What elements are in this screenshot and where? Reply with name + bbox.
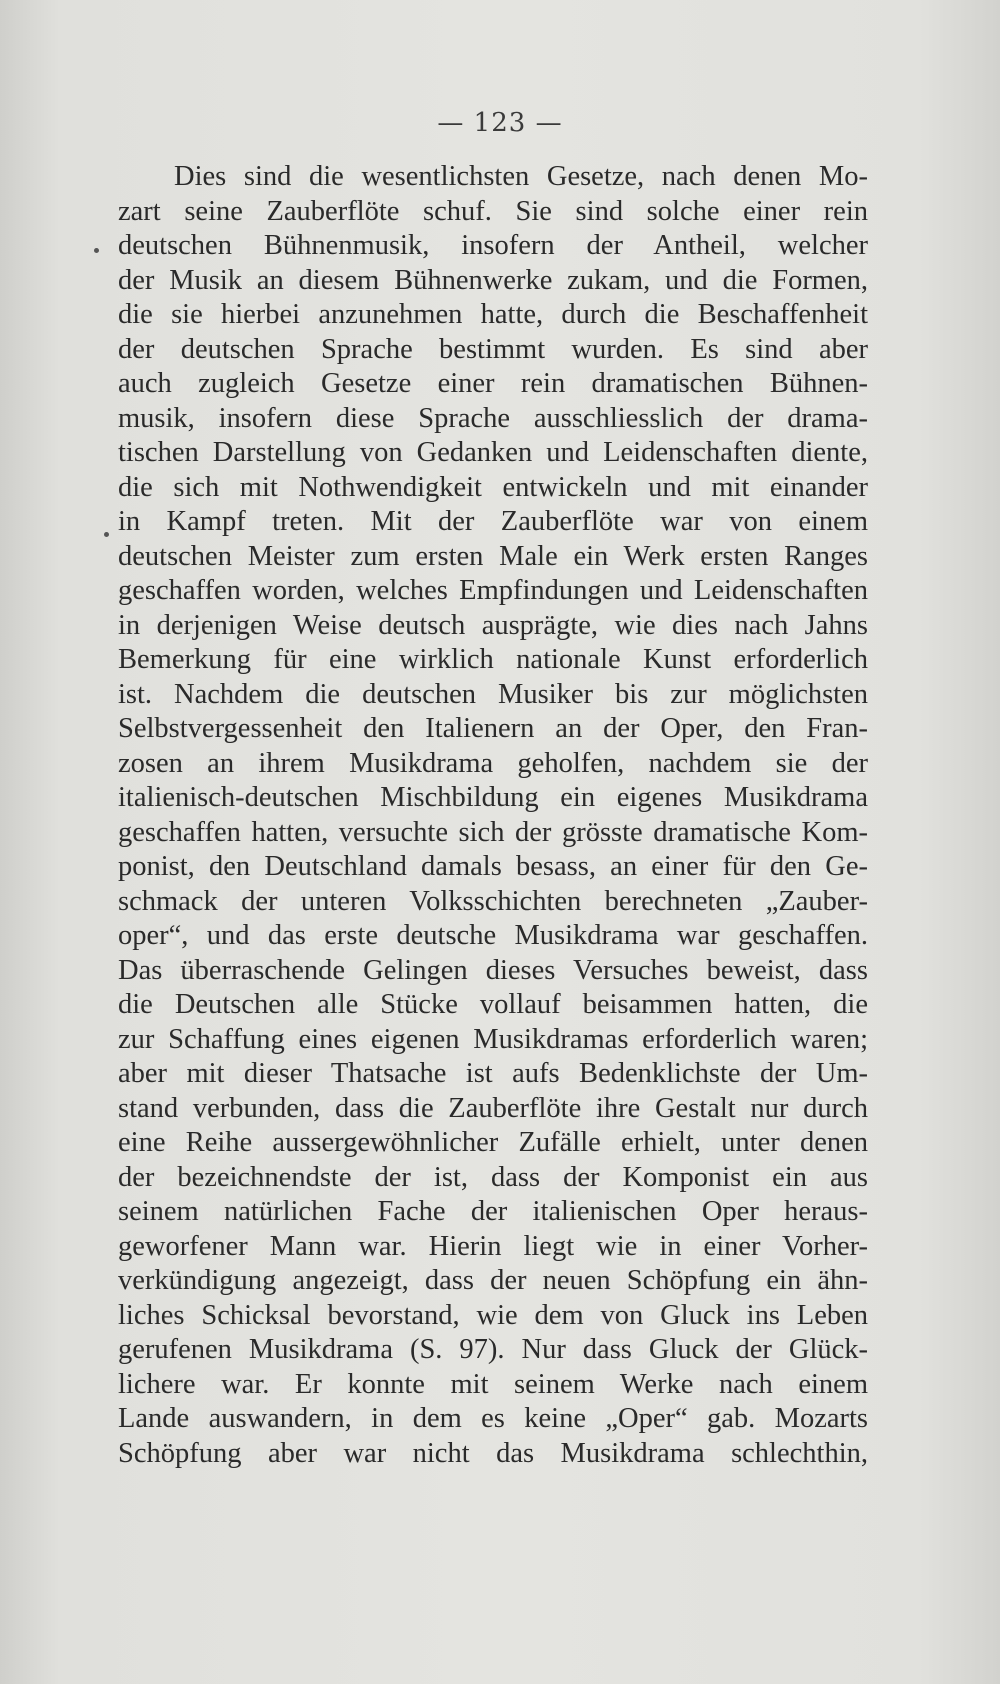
- text-line: in derjenigen Weise deutsch ausprägte, wie dies nach Jahns: [118, 609, 868, 641]
- text-line: seinem natürlichen Fache der italienischen Oper heraus-: [118, 1196, 868, 1227]
- text-line: ist. Nachdem die deutschen Musiker bis zur möglichsten: [118, 678, 868, 710]
- margin-dot: [104, 532, 109, 537]
- text-line: lichere war. Er konnte mit seinem Werke nach einem: [118, 1368, 868, 1400]
- text-line: der bezeichnendste der ist, dass der Komponist ein aus: [118, 1161, 868, 1193]
- text-line: stand verbunden, dass die Zauberflöte ihre Gestalt nur durch: [118, 1092, 868, 1124]
- text-line: ponist, den Deutschland damals besass, an einer für den Ge-: [118, 851, 868, 882]
- text-line: italienisch-deutschen Mischbildung ein eigenes Musikdrama: [118, 782, 868, 813]
- text-line: zart seine Zauberflöte schuf. Sie sind solche einer rein: [118, 195, 868, 227]
- text-line: oper“, und das erste deutsche Musikdrama war geschaffen.: [118, 920, 868, 951]
- text-line: geschaffen hatten, versuchte sich der grösste dramatische Kom-: [118, 816, 868, 848]
- text-line: in Kampf treten. Mit der Zauberflöte war von einem: [118, 506, 868, 537]
- margin-dot: [94, 248, 99, 253]
- text-line: tischen Darstellung von Gedanken und Leidenschaften diente,: [118, 437, 868, 468]
- text-line: liches Schicksal bevorstand, wie dem von Gluck ins Leben: [118, 1299, 868, 1331]
- text-line: zosen an ihrem Musikdrama geholfen, nachdem sie der: [118, 747, 868, 779]
- text-line: musik, insofern diese Sprache ausschliesslich der drama-: [118, 402, 868, 434]
- page-number: — 123 —: [437, 108, 563, 138]
- text-line: aber mit dieser Thatsache ist aufs Bedenklichste der Um-: [118, 1058, 868, 1089]
- text-line: Bemerkung für eine wirklich nationale Kunst erforderlich: [118, 644, 868, 675]
- text-line: deutschen Bühnenmusik, insofern der Antheil, welcher: [118, 230, 868, 261]
- text-line: Schöpfung aber war nicht das Musikdrama schlechthin,: [118, 1437, 868, 1469]
- text-line: der deutschen Sprache bestimmt wurden. Es sind aber: [118, 333, 868, 365]
- text-line: geworfener Mann war. Hierin liegt wie in einer Vorher-: [118, 1230, 868, 1262]
- text-line: der Musik an diesem Bühnenwerke zukam, und die Formen,: [118, 264, 868, 296]
- text-line: Dies sind die wesentlichsten Gesetze, nach denen Mo-: [174, 161, 868, 192]
- text-line: verkündigung angezeigt, dass der neuen Schöpfung ein ähn-: [118, 1265, 868, 1296]
- text-line: Selbstvergessenheit den Italienern an der Oper, den Fran-: [118, 713, 868, 744]
- text-line: geschaffen worden, welches Empfindungen und Leidenschaften: [118, 575, 868, 606]
- body-text: [118, 160, 868, 1471]
- text-line: die Deutschen alle Stücke vollauf beisammen hatten, die: [118, 989, 868, 1020]
- text-line: Das überraschende Gelingen dieses Versuches beweist, dass: [118, 954, 868, 986]
- text-line: gerufenen Musikdrama (S. 97). Nur dass Gluck der Glück-: [118, 1334, 868, 1365]
- text-line: zur Schaffung eines eigenen Musikdramas erforderlich waren;: [118, 1023, 868, 1055]
- text-line: eine Reihe aussergewöhnlicher Zufälle erhielt, unter denen: [118, 1127, 868, 1158]
- text-line: die sich mit Nothwendigkeit entwickeln und mit einander: [118, 471, 868, 503]
- text-line: auch zugleich Gesetze einer rein dramatischen Bühnen-: [118, 368, 868, 399]
- text-line: Lande auswandern, in dem es keine „Oper“ gab. Mozarts: [118, 1403, 868, 1434]
- text-line: deutschen Meister zum ersten Male ein Werk ersten Ranges: [118, 540, 868, 572]
- text-line: schmack der unteren Volksschichten berechneten „Zauber-: [118, 885, 868, 917]
- text-line: die sie hierbei anzunehmen hatte, durch die Beschaffenheit: [118, 299, 868, 330]
